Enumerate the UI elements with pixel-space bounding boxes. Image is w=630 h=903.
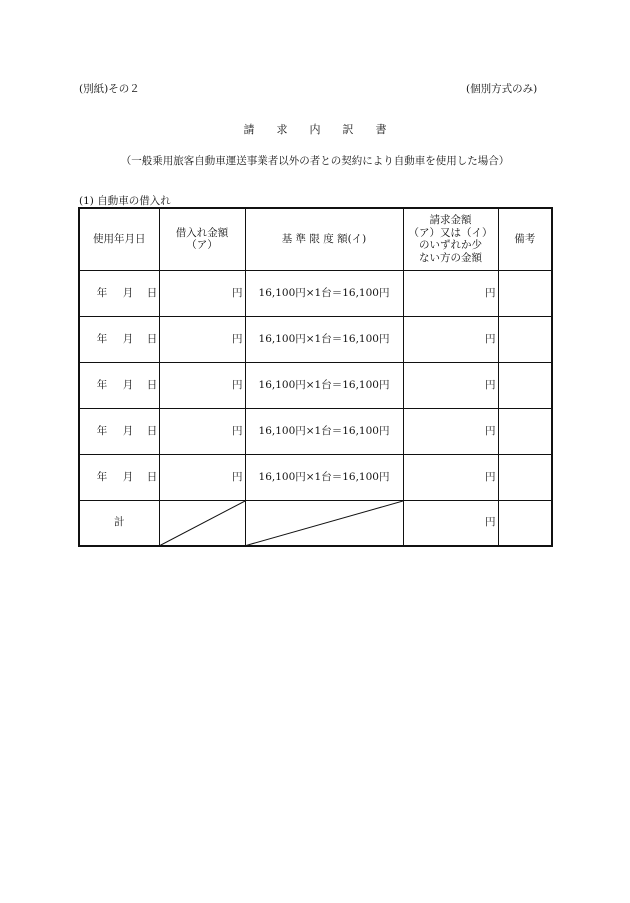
borrow-amount-cell[interactable]: 円 xyxy=(159,270,245,316)
section-label: (1) 自動車の借入れ xyxy=(79,195,171,207)
header-borrow-line1: 借入れ金額 xyxy=(175,226,229,239)
limit-cell: 16,100円×1台＝16,100円 xyxy=(245,362,403,408)
claim-amount-cell[interactable]: 円 xyxy=(403,362,498,408)
remarks-cell[interactable] xyxy=(498,454,552,500)
table-row xyxy=(79,454,552,500)
document-subtitle: （一般乗用旅客自動車運送事業者以外の者との契約により自動車を使用した場合） xyxy=(120,155,510,167)
remarks-cell[interactable] xyxy=(498,270,552,316)
document-title: 請求内訳書 xyxy=(243,123,409,136)
claim-amount-cell[interactable]: 円 xyxy=(403,408,498,454)
total-remarks-cell[interactable] xyxy=(498,500,552,546)
date-cell[interactable]: 年 月 日 xyxy=(79,454,159,500)
header-claim-line2: （ア）又は（イ） xyxy=(408,226,493,239)
table-header-row xyxy=(79,208,552,270)
date-cell[interactable]: 年 月 日 xyxy=(79,270,159,316)
header-remarks: 備考 xyxy=(498,208,552,270)
limit-cell: 16,100円×1台＝16,100円 xyxy=(245,454,403,500)
table-row xyxy=(79,362,552,408)
header-left: (別紙)その２ xyxy=(79,83,140,95)
diagonal-strike xyxy=(246,501,403,546)
header-claim-line1: 請求金額 xyxy=(429,214,472,227)
date-cell[interactable]: 年 月 日 xyxy=(79,362,159,408)
limit-cell: 16,100円×1台＝16,100円 xyxy=(245,408,403,454)
date-cell[interactable]: 年 月 日 xyxy=(79,316,159,362)
claim-amount-cell[interactable]: 円 xyxy=(403,270,498,316)
borrow-amount-cell[interactable]: 円 xyxy=(159,454,245,500)
header-claim-line3: のいずれか少 xyxy=(419,239,482,252)
header-claim-line4: ない方の金額 xyxy=(419,251,482,264)
total-label: 計 xyxy=(79,500,159,546)
remarks-cell[interactable] xyxy=(498,362,552,408)
borrow-amount-cell[interactable]: 円 xyxy=(159,408,245,454)
header-borrow-line2: （ア） xyxy=(186,239,218,252)
date-cell[interactable]: 年 月 日 xyxy=(79,408,159,454)
header-claim-amount xyxy=(403,208,498,270)
header-date: 使用年月日 xyxy=(79,208,159,270)
borrow-amount-cell[interactable]: 円 xyxy=(159,316,245,362)
remarks-cell[interactable] xyxy=(498,408,552,454)
expense-breakdown-table xyxy=(78,207,553,547)
total-claim-amount-cell[interactable]: 円 xyxy=(403,500,498,546)
limit-cell: 16,100円×1台＝16,100円 xyxy=(245,316,403,362)
total-borrow-crossed-cell xyxy=(159,500,245,546)
total-row xyxy=(79,500,552,546)
header-borrow-amount xyxy=(159,208,245,270)
diagonal-strike xyxy=(160,501,245,546)
borrow-amount-cell[interactable]: 円 xyxy=(159,362,245,408)
header-right: (個別方式のみ) xyxy=(466,83,538,95)
header-limit: 基 準 限 度 額(イ) xyxy=(245,208,403,270)
table-row xyxy=(79,316,552,362)
table-row xyxy=(79,270,552,316)
claim-amount-cell[interactable]: 円 xyxy=(403,454,498,500)
total-limit-crossed-cell xyxy=(245,500,403,546)
remarks-cell[interactable] xyxy=(498,316,552,362)
limit-cell: 16,100円×1台＝16,100円 xyxy=(245,270,403,316)
table-row xyxy=(79,408,552,454)
claim-amount-cell[interactable]: 円 xyxy=(403,316,498,362)
